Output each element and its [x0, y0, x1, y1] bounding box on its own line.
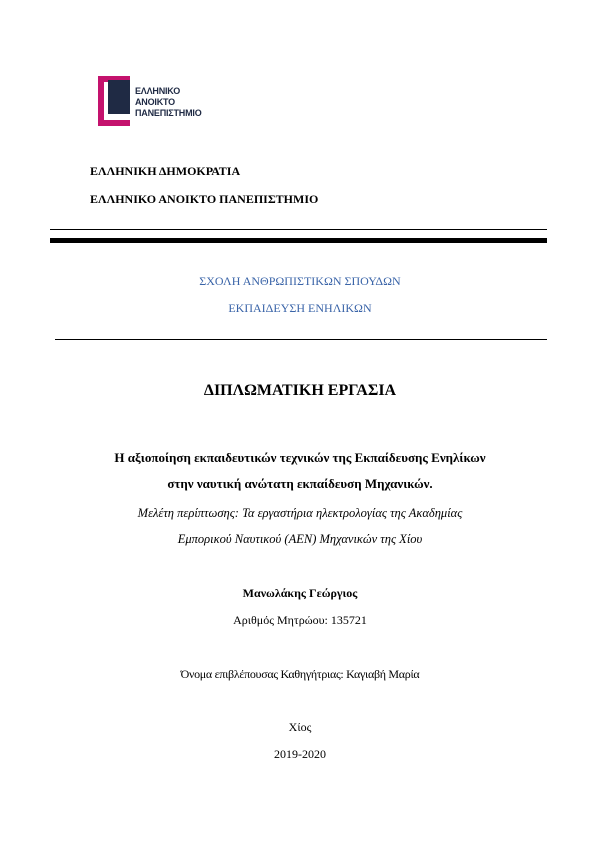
academic-year: 2019-2020 — [274, 747, 326, 761]
university-logo — [98, 76, 228, 128]
thesis-subtitle-line-2: Εμπορικού Ναυτικού (ΑΕΝ) Μηχανικών της Χίου — [177, 532, 423, 546]
thesis-subtitle-line-1: Μελέτη περίπτωσης: Τα εργαστήρια ηλεκτρολογίας της Ακαδημίας — [137, 506, 463, 520]
republic-heading: ΕΛΛΗΝΙΚΗ ΔΗΜΟΚΡΑΤΙΑ — [90, 164, 241, 178]
thesis-title-line-1: Η αξιοποίηση εκπαιδευτικών τεχνικών της Εκπαίδευσης Ενηλίκων — [114, 450, 486, 465]
university-logo-text — [135, 86, 202, 119]
school-name: ΣΧΟΛΗ ΑΝΘΡΩΠΙΣΤΙΚΩΝ ΣΠΟΥΔΩΝ — [199, 274, 401, 288]
logo-line-2: ΑΝΟΙΚΤΟ — [135, 97, 175, 107]
place: Χίος — [288, 720, 312, 734]
document-type: ΔΙΠΛΩΜΑΤΙΚΗ ΕΡΓΑΣΙΑ — [203, 382, 397, 399]
thesis-title-line-2: στην ναυτική ανώτατη εκπαίδευση Μηχανικών. — [167, 476, 433, 491]
school-divider — [55, 339, 547, 340]
registration-number: Αριθμός Μητρώου: 135721 — [233, 613, 367, 627]
top-divider-thin — [50, 229, 547, 230]
program-name: ΕΚΠΑΙΔΕΥΣΗ ΕΝΗΛΙΚΩΝ — [228, 301, 372, 315]
top-divider-thick — [50, 238, 547, 243]
university-logo-mark-icon — [98, 76, 130, 126]
logo-line-3: ΠΑΝΕΠΙΣΤΗΜΙΟ — [135, 108, 202, 118]
logo-line-1: ΕΛΛΗΝΙΚΟ — [135, 86, 180, 96]
author-name: Μανωλάκης Γεώργιος — [242, 586, 358, 600]
university-heading: ΕΛΛΗΝΙΚΟ ΑΝΟΙΚΤΟ ΠΑΝΕΠΙΣΤΗΜΙΟ — [90, 192, 319, 206]
supervisor: Όνομα επιβλέπουσας Καθηγήτριας: Καγιαβή Μαρία — [180, 667, 420, 681]
